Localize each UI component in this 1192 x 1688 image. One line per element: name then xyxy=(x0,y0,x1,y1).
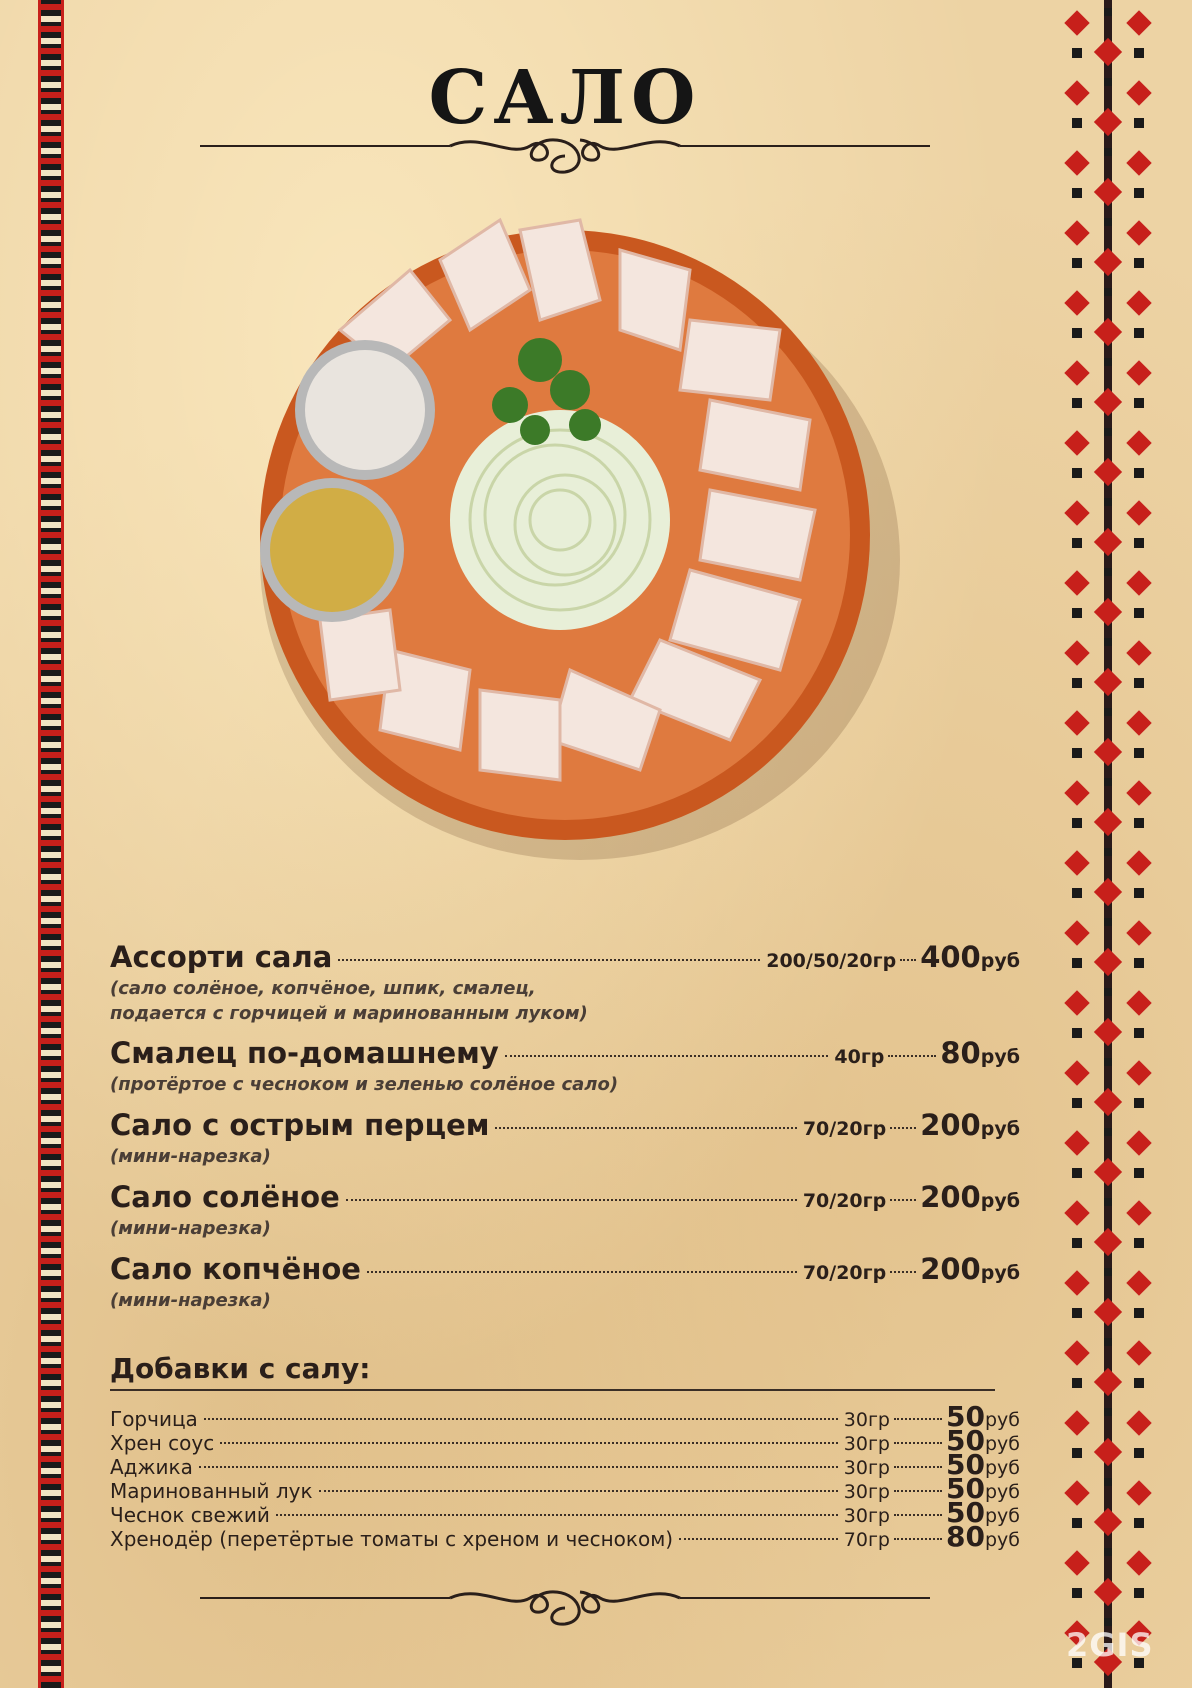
item-weight: 40гр xyxy=(834,1046,885,1068)
addon-currency: руб xyxy=(984,1433,1020,1455)
ornament-divider-top xyxy=(200,128,930,178)
item-weight: 70/20гр xyxy=(802,1118,887,1140)
addon-currency: руб xyxy=(984,1457,1020,1479)
item-currency: руб xyxy=(980,1262,1020,1284)
leader-dots xyxy=(276,1514,838,1516)
leader-dots xyxy=(199,1466,838,1468)
addon-name: Маринованный лук xyxy=(110,1479,313,1503)
item-description xyxy=(110,1072,1020,1097)
leader-dots xyxy=(894,1418,942,1420)
addon-currency: руб xyxy=(984,1409,1020,1431)
watermark-logo: 2GIS xyxy=(1066,1626,1154,1664)
addon-currency: руб xyxy=(984,1505,1020,1527)
addon-weight: 30гр xyxy=(843,1505,890,1527)
addon-currency: руб xyxy=(984,1529,1020,1551)
item-currency: руб xyxy=(980,1190,1020,1212)
item-price: 80 xyxy=(940,1036,981,1070)
leader-dots xyxy=(220,1442,838,1444)
item-currency: руб xyxy=(980,1118,1020,1140)
menu-item xyxy=(110,1036,1020,1097)
item-price: 200 xyxy=(920,1180,981,1214)
item-name: Смалец по-домашнему xyxy=(110,1036,499,1070)
addon-name: Аджика xyxy=(110,1455,193,1479)
embroidery-border-left xyxy=(38,0,64,1688)
item-name: Ассорти сала xyxy=(110,940,333,974)
item-currency: руб xyxy=(980,950,1020,972)
addon-price: 50 xyxy=(946,1424,985,1457)
leader-dots xyxy=(894,1442,942,1444)
addon-weight: 30гр xyxy=(843,1433,890,1455)
addon-row xyxy=(110,1496,1020,1529)
item-price: 400 xyxy=(920,940,981,974)
addons-heading: Добавки с салу: xyxy=(110,1352,995,1391)
item-description-line: (мини-нарезка) xyxy=(110,1290,271,1311)
leader-dots xyxy=(890,1271,916,1273)
item-weight: 200/50/20гр xyxy=(766,950,897,972)
item-currency: руб xyxy=(980,1046,1020,1068)
ornament-divider-bottom xyxy=(200,1580,930,1630)
addon-row xyxy=(110,1520,1020,1553)
addon-price: 50 xyxy=(946,1400,985,1433)
leader-dots xyxy=(346,1199,797,1201)
leader-dots xyxy=(894,1538,942,1540)
page-title: САЛО xyxy=(428,55,702,141)
leader-dots xyxy=(894,1514,942,1516)
addon-row xyxy=(110,1448,1020,1481)
addon-price: 80 xyxy=(946,1520,985,1553)
menu-item xyxy=(110,1252,1020,1313)
addon-row xyxy=(110,1400,1020,1433)
addon-weight: 70гр xyxy=(843,1529,890,1551)
item-description-line: (мини-нарезка) xyxy=(110,1146,271,1167)
addon-weight: 30гр xyxy=(843,1481,890,1503)
addon-price: 50 xyxy=(946,1496,985,1529)
item-price: 200 xyxy=(920,1108,981,1142)
item-name: Сало солёное xyxy=(110,1180,340,1214)
addon-name: Хренодёр (перетёртые томаты с хреном и чесноком) xyxy=(110,1527,674,1551)
item-price: 200 xyxy=(920,1252,981,1286)
leader-dots xyxy=(319,1490,838,1492)
addon-weight: 30гр xyxy=(843,1457,890,1479)
item-name: Сало копчёное xyxy=(110,1252,361,1286)
leader-dots xyxy=(338,959,760,961)
item-description-line: (мини-нарезка) xyxy=(110,1218,271,1239)
item-name: Сало с острым перцем xyxy=(110,1108,490,1142)
addon-name: Чеснок свежий xyxy=(110,1503,270,1527)
embroidery-border-right xyxy=(1058,0,1158,1688)
item-description xyxy=(110,976,1020,1026)
leader-dots xyxy=(900,959,916,961)
addon-currency: руб xyxy=(984,1481,1020,1503)
item-description-line: (сало солёное, копчёное, шпик, смалец, xyxy=(110,978,536,999)
item-description-line: подается с горчицей и маринованным луком) xyxy=(110,1003,588,1024)
menu-item xyxy=(110,1180,1020,1241)
item-description xyxy=(110,1288,1020,1313)
leader-dots xyxy=(679,1538,838,1540)
leader-dots xyxy=(894,1466,942,1468)
addon-price: 50 xyxy=(946,1472,985,1505)
leader-dots xyxy=(204,1418,838,1420)
food-photo-plate xyxy=(240,210,900,870)
leader-dots xyxy=(888,1055,936,1057)
addon-name: Горчица xyxy=(110,1407,198,1431)
leader-dots xyxy=(890,1127,916,1129)
item-weight: 70/20гр xyxy=(802,1190,887,1212)
addon-price: 50 xyxy=(946,1448,985,1481)
leader-dots xyxy=(894,1490,942,1492)
addon-row xyxy=(110,1424,1020,1457)
item-description-line: (протёртое с чесноком и зеленью солёное сало) xyxy=(110,1074,619,1095)
addon-row xyxy=(110,1472,1020,1505)
leader-dots xyxy=(505,1055,829,1057)
item-description xyxy=(110,1144,1020,1169)
leader-dots xyxy=(495,1127,796,1129)
menu-item xyxy=(110,1108,1020,1169)
addon-weight: 30гр xyxy=(843,1409,890,1431)
addon-name: Хрен соус xyxy=(110,1431,215,1455)
item-weight: 70/20гр xyxy=(802,1262,887,1284)
menu-item xyxy=(110,940,1020,1026)
item-description xyxy=(110,1216,1020,1241)
leader-dots xyxy=(890,1199,916,1201)
addons-list xyxy=(110,1400,1020,1553)
leader-dots xyxy=(367,1271,797,1273)
